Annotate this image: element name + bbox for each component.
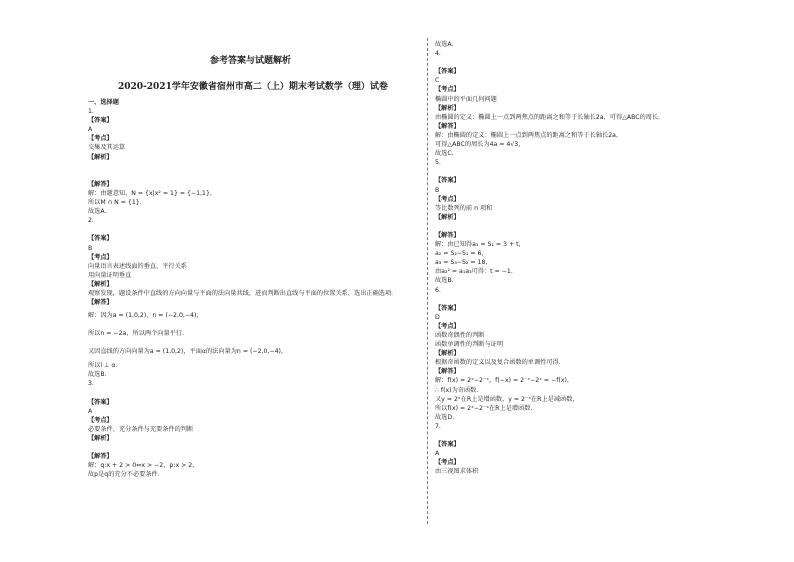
answer-value: B [88,244,93,252]
knowledge-point-label: 【考点】 [88,135,113,143]
question-number: 3. [88,380,94,388]
knowledge-point-label: 【考点】 [88,416,113,424]
solution-line: a₂ = S₂−S₁ = 6， [435,250,488,258]
exam-title: 2020-2021学年安徽省宿州市高二（上）期末考试数学（理）试卷 [118,82,388,92]
question-number: 4. [435,50,441,58]
conclusion: 故选B. [435,277,454,285]
knowledge-point: 向量语言表述线面的垂直、平行关系 [88,262,187,270]
knowledge-point-label: 【考点】 [88,253,113,261]
analysis-label: 【解析】 [435,213,460,221]
solution-line: 由a₂² = a₁a₃可得：t = −1. [435,268,513,276]
knowledge-point-label: 【考点】 [435,322,460,330]
page-title: 参考答案与试题解析 [210,56,292,66]
solution-line: 又y = 2ˣ在R上是增函数，y = 2⁻ˣ在R上是减函数， [435,395,579,403]
solution-label: 【解答】 [88,299,113,307]
knowledge-point-label: 【考点】 [435,459,460,467]
knowledge-point-label: 【考点】 [435,86,460,94]
answer-label: 【答案】 [435,304,460,312]
analysis-label: 【解析】 [88,280,113,288]
answer-label: 【答案】 [435,68,460,76]
knowledge-point: 函数奇偶性的判断 [435,332,485,339]
solution-line: 所以f(x) = 2ˣ−2⁻ˣ在R上是增函数. [435,404,533,412]
answer-value: C [435,77,440,85]
knowledge-point: 等比数列的前 n 项和 [435,204,493,212]
solution-line: ∴ f(x)为奇函数. [435,386,479,394]
solution-label: 【解答】 [435,368,460,376]
solution-label: 【解答】 [88,180,113,188]
solution-line: 所以n = −2a，所以两个向量平行． [88,330,189,338]
answer-value: D [435,313,440,321]
question-number: 2. [88,217,94,225]
conclusion: 故选C. [435,150,454,158]
knowledge-point-label: 【考点】 [435,195,460,203]
left-column [88,98,418,479]
answer-value: A [88,126,93,134]
solution-line: 解：q:x + 2 > 0⇔x > −2，p:x > 2， [88,462,199,470]
analysis-label: 【解析】 [88,434,113,442]
solution-line: 解：因为a = (1,0,2)，n = (−2,0,−4)， [88,312,203,320]
solution-line: 解：由椭圆的定义：椭圆上一点到两焦点的距离之和等于长轴长2a， [435,131,623,139]
conclusion: 故选D. [435,413,455,421]
question-number: 1. [88,108,94,116]
answer-value: B [435,186,440,194]
answer-value: A [88,407,93,415]
conclusion: 故选B. [88,371,107,379]
solution-line: 解：由已知得a₁ = S₁ = 3 + t， [435,241,525,249]
solution-line: 所以M ∩ N = {1}. [88,199,142,207]
solution-line: 可得△ABC的周长为4a = 4√3， [435,141,525,149]
conclusion: 故选A. [88,208,107,216]
answer-label: 【答案】 [88,398,113,406]
answer-label: 【答案】 [88,117,113,125]
analysis-label: 【解析】 [435,104,460,112]
right-column [435,40,765,477]
knowledge-point: 函数单调性的判断与证明 [435,341,504,349]
knowledge-point: 必要条件、充分条件与充要条件的判断 [88,425,194,433]
answer-label: 【答案】 [435,441,460,449]
knowledge-point: 椭圆中的平面几何问题 [435,95,497,103]
analysis-text: 观察发现，题设条件中直线的方向向量与平面的法向量共线，进而判断出直线与平面的位置关系，选出正确选项． [88,289,398,297]
solution-line: 又因直线的方向向量为a = (1,0,2)，平面α的法向量为n = (−2,0,−4)， [88,348,288,356]
conclusion: 故选A. [435,41,454,48]
solution-line: 故p是q的充分不必要条件． [88,471,164,479]
question-number: 7. [435,422,441,430]
answer-label: 【答案】 [435,177,460,185]
column-divider [427,38,428,524]
solution-label: 【解答】 [88,453,113,461]
analysis-text: 根据奇函数的定义以及复合函数的单调性可得． [435,359,565,367]
solution-label: 【解答】 [435,122,460,130]
section-heading: 一、选择题 [88,99,119,106]
solution-line: a₃ = S₃−S₂ = 18， [435,259,492,267]
analysis-label: 【解析】 [435,350,460,358]
question-number: 5. [435,159,441,167]
answer-value: A [435,450,440,458]
answer-label: 【答案】 [88,235,113,243]
knowledge-point: 由三视图求体积 [435,468,479,476]
solution-line: 解：f(x) = 2ˣ−2⁻ˣ，f(−x) = 2⁻ˣ−2ˣ = −f(x)， [435,377,574,385]
knowledge-point: 交集及其运算 [88,144,126,152]
solution-line: 解：由题意知，N = {x|x² = 1} = {−1,1}， [88,189,217,197]
solution-line: 所以l ⊥ α． [88,362,122,370]
analysis-text: 由椭圆的定义：椭圆上一点到两焦点的距离之和等于长轴长2a，可得△ABC的周长． [435,113,665,121]
knowledge-point: 用向量证明垂直 [88,271,132,279]
solution-label: 【解答】 [435,231,460,239]
question-number: 6. [435,286,441,294]
analysis-label: 【解析】 [88,153,113,161]
